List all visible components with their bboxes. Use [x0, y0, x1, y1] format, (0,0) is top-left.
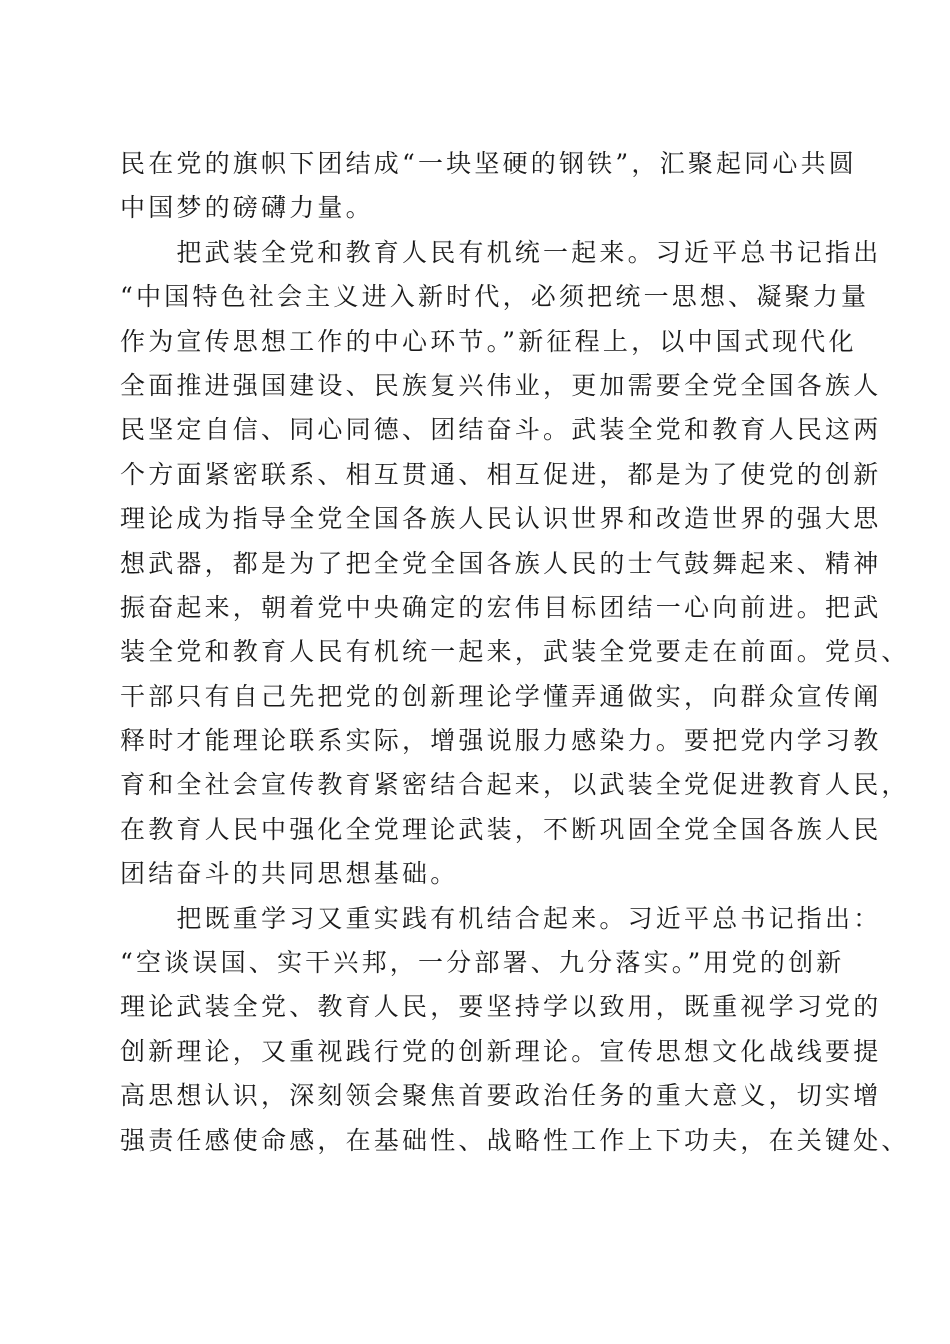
text-line: 装全党和教育人民有机统一起来，武装全党要走在前面。党员、 [120, 637, 910, 667]
text-line: 理论武装全党、教育人民，要坚持学以致用，既重视学习党的 [120, 992, 882, 1022]
text-line: 振奋起来，朝着党中央确定的宏伟目标团结一心向前进。把武 [120, 592, 882, 622]
body-text [120, 142, 910, 1163]
text-line: 强责任感使命感，在基础性、战略性工作上下功夫，在关键处、 [120, 1125, 910, 1155]
text-line: 把武装全党和教育人民有机统一起来。习近平总书记指出 [120, 237, 882, 267]
text-line: 民在党的旗帜下团结成“一块坚硬的钢铁”，汇聚起同心共圆 [120, 149, 857, 178]
text-line: 干部只有自己先把党的创新理论学懂弄通做实，向群众宣传阐 [120, 681, 882, 711]
text-line: “空谈误国、实干兴邦，一分部署、九分落实。”用党的创新 [120, 948, 845, 978]
text-line: 理论成为指导全党全国各族人民认识世界和改造世界的强大思 [120, 504, 882, 534]
text-line: 高思想认识，深刻领会聚焦首要政治任务的重大意义，切实增 [120, 1081, 882, 1111]
text-line: “中国特色社会主义进入新时代，必须把统一思想、凝聚力量 [120, 282, 870, 312]
text-line: 全面推进强国建设、民族复兴伟业，更加需要全党全国各族人 [120, 370, 882, 400]
text-line: 民坚定自信、同心同德、团结奋斗。武装全党和教育人民这两 [120, 415, 882, 445]
text-line: 想武器，都是为了把全党全国各族人民的士气鼓舞起来、精神 [120, 548, 882, 578]
text-line: 中国梦的磅礴力量。 [120, 193, 374, 223]
text-line: 释时才能理论联系实际，增强说服力感染力。要把党内学习教 [120, 726, 882, 756]
text-line: 个方面紧密联系、相互贯通、相互促进，都是为了使党的创新 [120, 459, 882, 489]
text-line: 团结奋斗的共同思想基础。 [120, 859, 459, 889]
text-line: 创新理论，又重视践行党的创新理论。宣传思想文化战线要提 [120, 1036, 882, 1066]
text-line: 在教育人民中强化全党理论武装，不断巩固全党全国各族人民 [120, 814, 882, 844]
text-line: 作为宣传思想工作的中心环节。”新征程上，以中国式现代化 [120, 326, 857, 356]
text-line: 把既重学习又重实践有机结合起来。习近平总书记指出： [120, 903, 882, 933]
text-line: 育和全社会宣传教育紧密结合起来，以武装全党促进教育人民， [120, 770, 910, 800]
